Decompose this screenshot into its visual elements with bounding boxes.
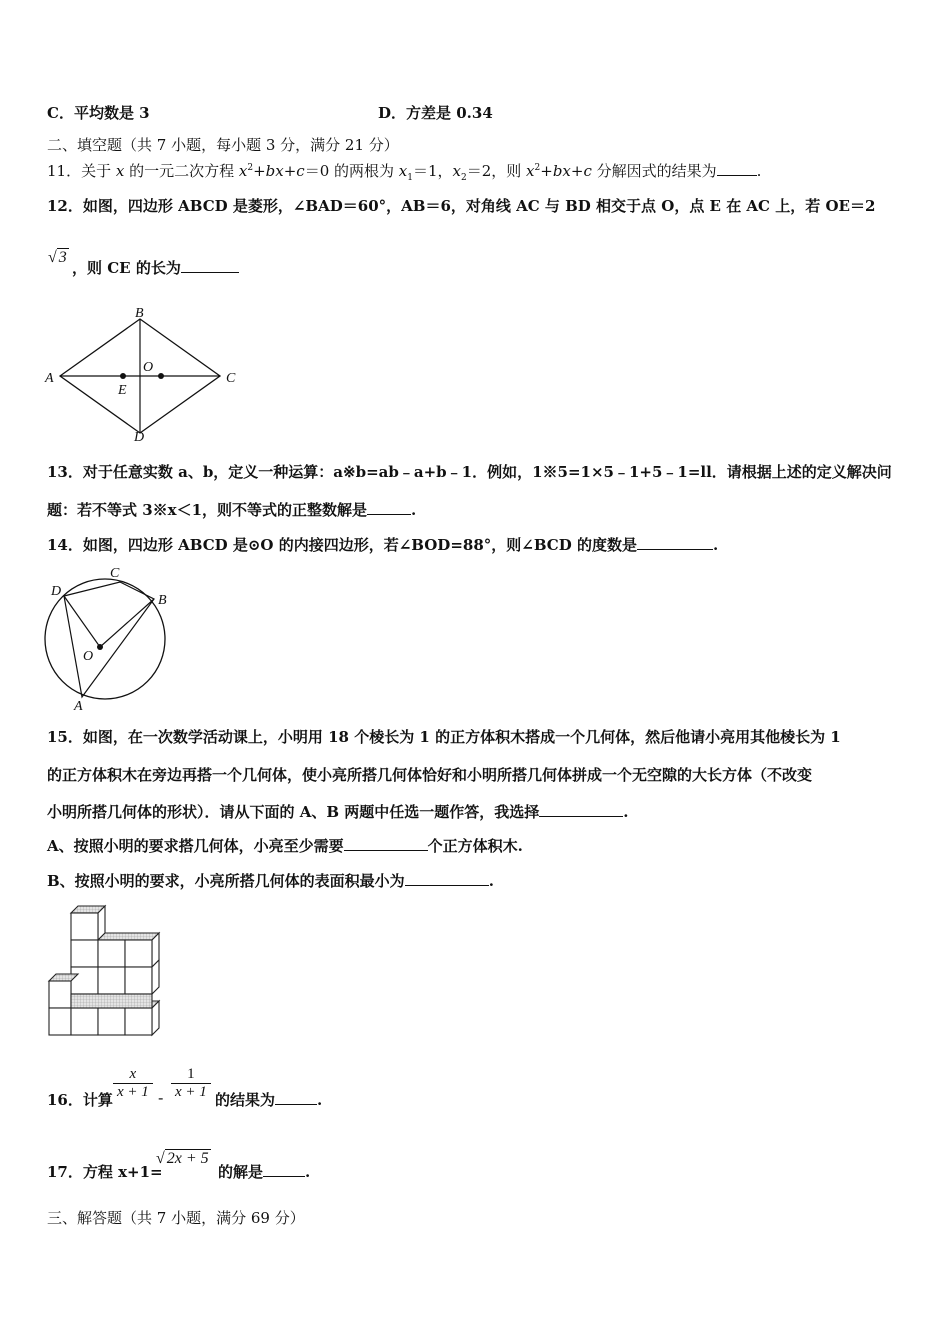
question-11: 11．关于 x 的一元二次方程 $x^2+bx+c=0$ 的两根为 $x_1=1$，$x_2=2$，则 $x^2+bx+c$ 分解因式的结果为 . bbox=[47, 162, 762, 183]
fraction-1: $\frac{x}{x + 1}$ bbox=[113, 1066, 153, 1101]
question-16-prefix: 16．计算 bbox=[47, 1091, 113, 1109]
question-13-line-1: 13．对于任意实数 a、b，定义一种运算：a※b=ab﹣a+b﹣1．例如，1※5=1×5﹣1+5﹣1=ll．请根据上述的定义解决问 bbox=[47, 463, 892, 481]
answer-blank bbox=[181, 258, 239, 273]
answer-blank bbox=[263, 1162, 305, 1177]
question-14: 14．如图，四边形 ABCD 是⊙O 的内接四边形，若∠BOD=88°，则∠BCD 的度数是 . bbox=[47, 536, 719, 554]
question-16-tail: 的结果为 . bbox=[215, 1091, 323, 1109]
circle-o bbox=[45, 579, 165, 699]
fraction-2: $\frac{1}{x + 1}$ bbox=[171, 1066, 211, 1101]
radius-od bbox=[64, 596, 100, 647]
label-d: D bbox=[51, 584, 62, 599]
center-point bbox=[97, 644, 103, 650]
answer-blank bbox=[717, 161, 757, 176]
section-heading-fill-in: 二、填空题（共 7 小题，每小题 3 分，满分 21 分） bbox=[47, 136, 399, 154]
label-o: O bbox=[143, 360, 154, 375]
label-e: E bbox=[118, 383, 127, 398]
label-d: D bbox=[134, 430, 145, 445]
question-15-option-b: B、按照小明的要求，小亮所搭几何体的表面积最小为 . bbox=[47, 872, 494, 890]
question-17-prefix: 17．方程 x+1= bbox=[47, 1163, 163, 1181]
option-c: C．平均数是 3 bbox=[47, 104, 150, 122]
question-12-line-1: 12．如图，四边形 ABCD 是菱形，∠BAD＝60°，AB＝6，对角线 AC 与 BD 相交于点 O，点 E 在 AC 上，若 OE＝2 bbox=[47, 197, 876, 215]
question-13-line-2: 题：若不等式 3※x＜1，则不等式的正整数解是 . bbox=[47, 501, 417, 519]
question-15-line-3: 小明所搭几何体的形状）．请从下面的 A、B 两题中任选一题作答，我选择 . bbox=[47, 803, 629, 821]
answer-blank bbox=[539, 802, 623, 817]
answer-blank bbox=[405, 871, 489, 886]
question-17-tail: 的解是 . bbox=[218, 1163, 311, 1181]
question-15-option-a: A、按照小明的要求搭几何体，小亮至少需要 个正方体积木. bbox=[47, 837, 523, 855]
point-dot bbox=[158, 373, 164, 379]
cube-stack-figure bbox=[44, 903, 169, 1043]
label-o: O bbox=[83, 649, 94, 664]
answer-blank bbox=[367, 500, 411, 515]
question-15-line-2: 的正方体积木在旁边再搭一个几何体，使小亮所搭几何体恰好和小明所搭几何体拼成一个无空隙的大长方体（不改变 bbox=[47, 766, 813, 784]
rhombus-figure bbox=[42, 305, 242, 445]
section-heading-solutions: 三、解答题（共 7 小题，满分 69 分） bbox=[47, 1209, 305, 1227]
radius-ob bbox=[100, 599, 154, 647]
option-d: D．方差是 0.34 bbox=[378, 104, 493, 122]
label-c: C bbox=[110, 566, 120, 581]
label-c: C bbox=[226, 371, 236, 386]
minus-sign: - bbox=[158, 1088, 164, 1107]
label-b: B bbox=[135, 306, 144, 321]
inscribed-quadrilateral-figure bbox=[40, 563, 180, 713]
answer-blank bbox=[637, 535, 713, 550]
label-a: A bbox=[74, 699, 83, 713]
answer-blank bbox=[344, 836, 428, 851]
question-15-line-1: 15．如图，在一次数学活动课上，小明用 18 个棱长为 1 的正方体积木搭成一个几何体，然后他请小亮用其他棱长为 1 bbox=[47, 728, 841, 746]
answer-blank bbox=[275, 1090, 317, 1105]
label-b: B bbox=[158, 593, 167, 608]
sqrt-expression: √ 2x + 5 bbox=[156, 1150, 209, 1167]
label-a: A bbox=[45, 371, 54, 386]
point-e bbox=[120, 373, 126, 379]
sqrt-expression: √ 3 bbox=[48, 249, 67, 266]
question-12-line-2: ，则 CE 的长为 bbox=[72, 258, 239, 278]
